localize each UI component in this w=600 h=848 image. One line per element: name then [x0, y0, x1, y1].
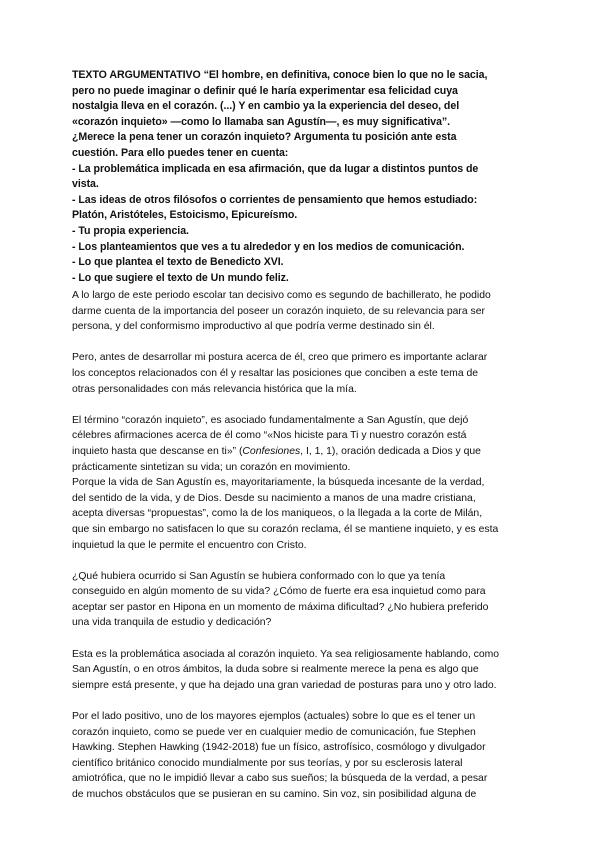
prompt-bullet: - Los planteamientos que ves a tu alrededor y en los medios de comunicación. — [72, 240, 465, 253]
essay-line: científico británico conocido mundialmente por sus teorías, y por su esclerosis lateral — [72, 757, 463, 769]
essay-line: que sin embargo no satisfacen lo que su corazón reclama, él se mantiene inquieto, y es esta — [72, 523, 499, 535]
essay-line: prácticamente sintetizan su vida; un corazón en movimiento. — [72, 461, 351, 473]
essay-line: del sentido de la vida, y de Dios. Desde su nacimiento a manos de una madre cristiana, — [72, 492, 476, 504]
essay-line: corazón inquieto, como se puede ver en cualquier medio de comunicación, fue Stephen — [72, 726, 476, 738]
essay-line: inquietud la que le permite el encuentro con Cristo. — [72, 539, 307, 551]
prompt-bullet: - Lo que sugiere el texto de Un mundo feliz. — [72, 271, 289, 284]
essay-line — [72, 444, 534, 460]
essay-line: Pero, antes de desarrollar mi postura acerca de él, creo que primero es importante aclarar — [72, 352, 488, 364]
assignment-prompt — [72, 68, 542, 286]
essay-line: conseguido en algún momento de su vida? ¿Cómo de fuerte era esa inquietud como para — [72, 586, 486, 598]
essay-line: Hawking. Stephen Hawking (1942-2018) fue un físico, astrofísico, cosmólogo y divulgador — [72, 742, 486, 754]
prompt-line: ¿Merece la pena tener un corazón inquieto? Argumenta tu posición ante esta — [72, 131, 457, 144]
essay-line: A lo largo de este periodo escolar tan decisivo como es segundo de bachillerato, he podido — [72, 290, 491, 301]
essay-paragraph-hawking — [72, 709, 534, 803]
essay-line: Esta es la problemática asociada al corazón inquieto. Ya sea religiosamente hablando, como — [72, 648, 500, 660]
essay-paragraph-problem — [72, 647, 534, 694]
essay-paragraph-intro — [72, 288, 534, 335]
essay-line: Porque la vida de San Agustín es, mayoritariamente, la búsqueda incesante de la verdad, — [72, 477, 485, 489]
essay-line: San Agustín, o en otros ámbitos, la duda sobre si realmente merece la pena es algo que — [72, 664, 479, 676]
citation-prefix: inquieto hasta que descanse en ti»” ( — [72, 445, 243, 457]
prompt-bullet: - Las ideas de otros filósofos o corrientes de pensamiento que hemos estudiado: — [72, 193, 478, 206]
essay-line: célebres afirmaciones acerca de él como “«Nos hiciste para Ti y nuestro corazón está — [72, 430, 467, 442]
prompt-line: TEXTO ARGUMENTATIVO “El hombre, en definitiva, conoce bien lo que no le sacia, — [72, 69, 488, 81]
essay-line: darme cuenta de la importancia del poseer un corazón inquieto, de su relevancia para ser — [72, 305, 485, 317]
prompt-line: nostalgia lleva en el corazón. (...) Y en cambio ya la experiencia del deseo, del — [72, 100, 460, 113]
essay-paragraph-san-agustin — [72, 413, 534, 475]
essay-line: aceptar ser pastor en Hipona en un momento de máxima dificultad? ¿No hubiera preferido — [72, 601, 489, 613]
prompt-line: «corazón inquieto» —como lo llamaba san Agustín—, es muy significativa”. — [72, 115, 451, 128]
prompt-bullet: - La problemática implicada en esa afirmación, que da lugar a distintos puntos de — [72, 162, 479, 175]
prompt-bullet: - Lo que plantea el texto de Benedicto XVI. — [72, 256, 284, 269]
prompt-line: cuestión. Para ello puedes tener en cuenta: — [72, 146, 289, 159]
essay-paragraph-questions — [72, 569, 534, 631]
essay-line: ¿Qué hubiera ocurrido si San Agustín se hubiera conformado con lo que ya tenía — [72, 570, 446, 582]
book-title-confesiones: Confesiones — [242, 445, 301, 457]
essay-body — [72, 288, 534, 803]
prompt-bullet: Platón, Aristóteles, Estoicismo, Epicureísmo. — [72, 209, 298, 222]
essay-line: una vida tranquila de estudio y dedicación? — [72, 617, 272, 629]
essay-paragraph-concepts — [72, 350, 534, 397]
essay-line: amiotrófica, que no le impidió llevar a cabo sus sueños; la búsqueda de la verdad, a pesar — [72, 773, 488, 785]
citation-suffix: , I, 1, 1), oración dedicada a Dios y que — [300, 445, 481, 457]
essay-line: de muchos obstáculos que se pusieran en su camino. Sin voz, sin posibilidad alguna de — [72, 789, 477, 800]
prompt-bullet: vista. — [72, 178, 99, 191]
essay-line: El término “corazón inquieto”, es asociado fundamentalmente a San Agustín, que dejó — [72, 414, 469, 426]
prompt-paragraph — [72, 68, 542, 286]
essay-line: otras personalidades con más relevancia histórica que la mía. — [72, 383, 357, 395]
essay-line: siempre está presente, y que ha dejado una gran variedad de posturas para uno y otro lado. — [72, 679, 497, 691]
essay-paragraph-life — [72, 475, 534, 553]
essay-line: persona, y del conformismo improductivo al que podría verme destinado sin él. — [72, 321, 435, 333]
essay-line: Por el lado positivo, uno de los mayores ejemplos (actuales) sobre lo que es el tener un — [72, 711, 476, 723]
essay-line: acepta diversas “propuestas”, como la de los maniqueos, o la llegada a la corte de Milán, — [72, 508, 483, 520]
prompt-line: pero no puede imaginar o definir qué le haría experimentar esa felicidad cuya — [72, 84, 458, 97]
prompt-bullet: - Tu propia experiencia. — [72, 224, 189, 237]
essay-line: los conceptos relacionados con él y resaltar las posiciones que conciben a este tema de — [72, 367, 479, 379]
